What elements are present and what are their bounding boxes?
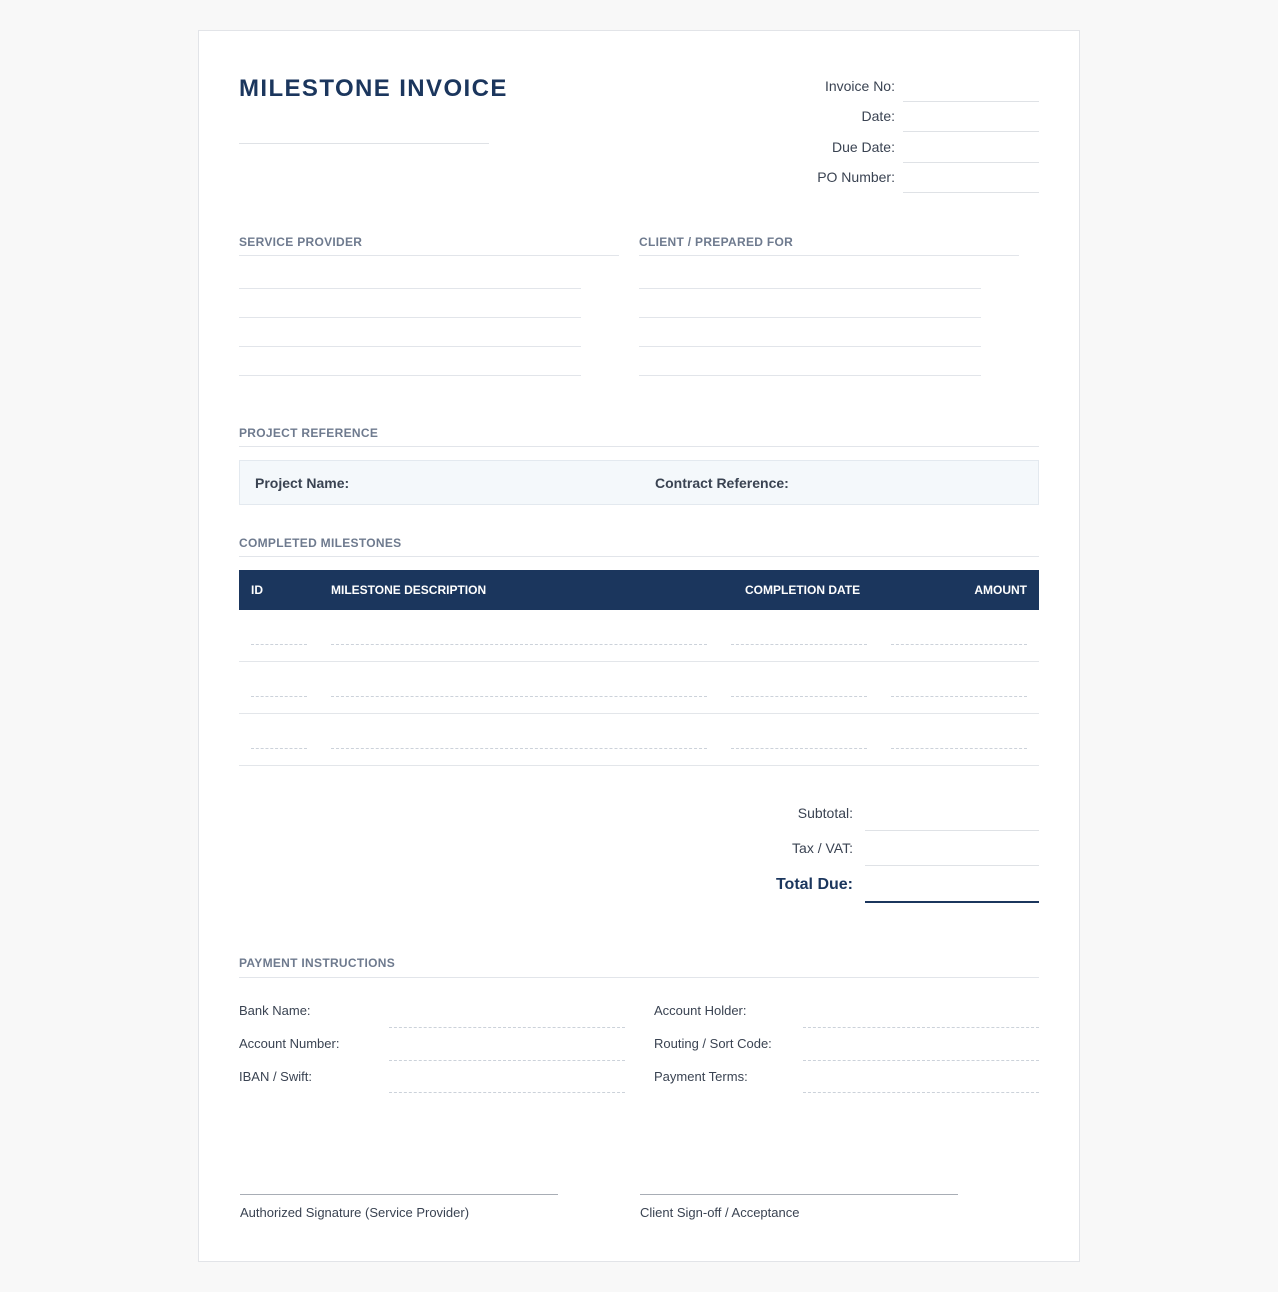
col-completion-date: COMPLETION DATE	[745, 583, 861, 597]
client-line-3[interactable]	[639, 346, 981, 347]
col-id: ID	[251, 583, 263, 597]
table-row-divider	[239, 661, 1039, 662]
due-date-label: Due Date:	[831, 139, 895, 155]
milestones-table-header	[239, 570, 1039, 610]
provider-line-3[interactable]	[239, 346, 581, 347]
row1-id-field[interactable]	[251, 644, 307, 645]
row2-description-field[interactable]	[331, 696, 707, 697]
row3-description-field[interactable]	[331, 748, 707, 749]
client-line-1[interactable]	[639, 288, 981, 289]
routing-sort-code-field[interactable]	[803, 1060, 1039, 1061]
project-reference-heading: PROJECT REFERENCE	[239, 426, 379, 440]
client-signature-label: Client Sign-off / Acceptance	[640, 1205, 800, 1220]
col-description: MILESTONE DESCRIPTION	[331, 583, 487, 597]
service-provider-divider	[239, 255, 619, 256]
title-underline	[239, 143, 489, 144]
invoice-title: MILESTONE INVOICE	[239, 75, 508, 102]
payment-terms-field[interactable]	[803, 1092, 1039, 1093]
client-signature-line[interactable]	[640, 1194, 958, 1195]
provider-signature-label: Authorized Signature (Service Provider)	[240, 1205, 470, 1220]
row3-id-field[interactable]	[251, 748, 307, 749]
table-row-divider	[239, 765, 1039, 766]
account-holder-field[interactable]	[803, 1027, 1039, 1028]
due-date-field[interactable]	[903, 162, 1039, 163]
row2-id-field[interactable]	[251, 696, 307, 697]
completed-milestones-heading: COMPLETED MILESTONES	[239, 536, 402, 550]
project-reference-box	[239, 460, 1039, 505]
provider-line-1[interactable]	[239, 288, 581, 289]
account-number-label: Account Number:	[239, 1036, 340, 1051]
row2-amount-field[interactable]	[891, 696, 1027, 697]
row1-amount-field[interactable]	[891, 644, 1027, 645]
total-due-field[interactable]	[865, 901, 1039, 903]
row1-date-field[interactable]	[731, 644, 867, 645]
subtotal-field[interactable]	[865, 830, 1039, 831]
bank-name-field[interactable]	[389, 1027, 625, 1028]
po-number-field[interactable]	[903, 192, 1039, 193]
service-provider-heading: SERVICE PROVIDER	[239, 235, 363, 249]
client-divider	[639, 255, 1019, 256]
client-line-2[interactable]	[639, 317, 981, 318]
invoice-page	[198, 30, 1080, 1262]
account-number-field[interactable]	[389, 1060, 625, 1061]
payment-terms-label: Payment Terms:	[654, 1069, 748, 1084]
payment-divider	[239, 977, 1039, 978]
iban-swift-field[interactable]	[389, 1092, 625, 1093]
account-holder-label: Account Holder:	[654, 1003, 747, 1018]
provider-line-4[interactable]	[239, 375, 581, 376]
total-due-label: Total Due:	[775, 876, 853, 893]
iban-swift-label: IBAN / Swift:	[239, 1069, 312, 1084]
client-heading: CLIENT / PREPARED FOR	[639, 235, 794, 249]
tax-field[interactable]	[865, 865, 1039, 866]
po-number-label: PO Number:	[817, 169, 895, 185]
tax-label: Tax / VAT:	[792, 840, 853, 856]
contract-reference-label: Contract Reference:	[655, 475, 789, 491]
row3-amount-field[interactable]	[891, 748, 1027, 749]
row2-date-field[interactable]	[731, 696, 867, 697]
date-field[interactable]	[903, 131, 1039, 132]
subtotal-label: Subtotal:	[797, 805, 853, 821]
routing-sort-code-label: Routing / Sort Code:	[654, 1036, 772, 1051]
table-row-divider	[239, 713, 1039, 714]
date-label: Date:	[861, 108, 895, 124]
project-reference-divider	[239, 446, 1039, 447]
row3-date-field[interactable]	[731, 748, 867, 749]
payment-instructions-heading: PAYMENT INSTRUCTIONS	[239, 956, 396, 970]
row1-description-field[interactable]	[331, 644, 707, 645]
provider-signature-line[interactable]	[240, 1194, 558, 1195]
milestones-divider	[239, 556, 1039, 557]
invoice-no-field[interactable]	[903, 101, 1039, 102]
invoice-no-label: Invoice No:	[824, 78, 895, 94]
client-line-4[interactable]	[639, 375, 981, 376]
project-name-label: Project Name:	[255, 475, 350, 491]
provider-line-2[interactable]	[239, 317, 581, 318]
bank-name-label: Bank Name:	[239, 1003, 311, 1018]
col-amount: AMOUNT	[974, 583, 1027, 597]
